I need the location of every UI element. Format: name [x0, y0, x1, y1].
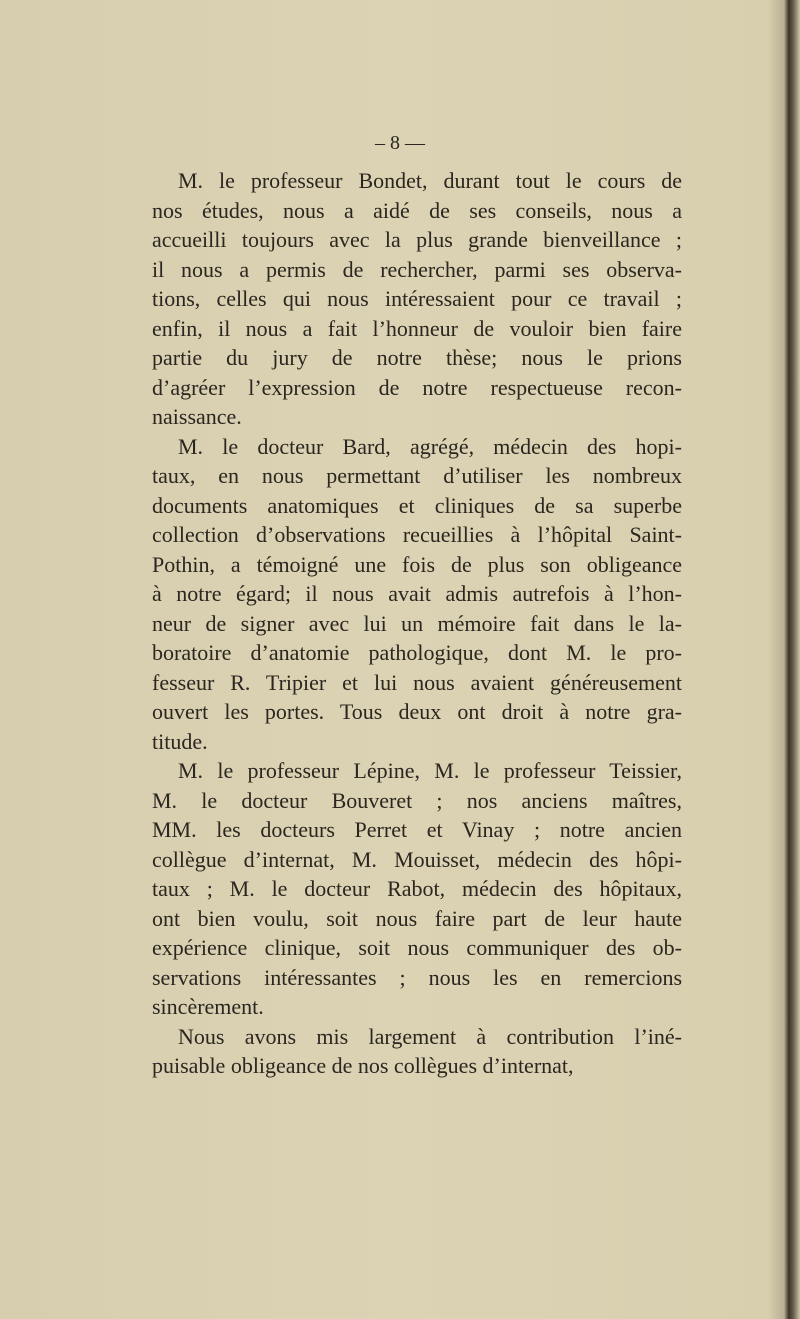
text-line: naissance. — [152, 404, 242, 429]
text-line: taux ; M. le docteur Rabot, médecin des hôpitaux, — [152, 876, 682, 901]
text-line: boratoire d’anatomie pathologique, dont M. le pro- — [152, 640, 682, 665]
text-line: M. le professeur Bondet, durant tout le cours de — [178, 168, 682, 193]
text-line: titude. — [152, 728, 208, 754]
text-line: tions, celles qui nous intéressaient pour ce travail ; — [152, 286, 682, 311]
text-line: servations intéressantes ; nous les en remercions — [152, 964, 682, 990]
text-line: d’agréer l’expression de notre respectueuse recon- — [152, 374, 682, 400]
text-line: nos études, nous a aidé de ses conseils, nous a — [152, 197, 682, 223]
text-line: taux, en nous permettant d’utiliser les nombreux — [152, 463, 682, 488]
paragraph — [152, 756, 682, 1022]
text-line: ont bien voulu, soit nous faire part de leur haute — [152, 905, 682, 931]
body-text — [152, 166, 682, 1081]
text-line: neur de signer avec lui un mémoire fait dans le la- — [152, 610, 682, 636]
text-line: fesseur R. Tripier et lui nous avaient généreusement — [152, 669, 682, 695]
page-number: – 8 — — [375, 132, 425, 154]
text-line: M. le docteur Bouveret ; nos anciens maîtres, — [152, 787, 682, 813]
text-line: à notre égard; il nous avait admis autrefois à l’hon- — [152, 581, 682, 606]
text-line: expérience clinique, soit nous communiquer des ob- — [152, 935, 682, 960]
text-line: enfin, il nous a fait l’honneur de vouloir bien faire — [152, 315, 682, 341]
text-line: accueilli toujours avec la plus grande bienveillance ; — [152, 227, 682, 252]
text-line: M. le docteur Bard, agrégé, médecin des hopi- — [178, 433, 682, 459]
text-line: MM. les docteurs Perret et Vinay ; notre ancien — [152, 817, 682, 842]
text-line: sincèrement. — [152, 994, 264, 1019]
text-line: il nous a permis de rechercher, parmi ses observa- — [152, 256, 682, 282]
text-line: documents anatomiques et cliniques de sa superbe — [152, 492, 682, 518]
paragraph — [152, 1022, 682, 1081]
text-line: puisable obligeance de nos collègues d’internat, — [152, 1053, 574, 1078]
text-line: Nous avons mis largement à contribution l’iné- — [178, 1023, 682, 1049]
text-line: collègue d’internat, M. Mouisset, médecin des hôpi- — [152, 846, 682, 872]
paragraph — [152, 432, 682, 757]
text-line: collection d’observations recueillies à l’hôpital Saint- — [152, 522, 682, 547]
text-line: M. le professeur Lépine, M. le professeur Teissier, — [178, 758, 682, 783]
text-line: partie du jury de notre thèse; nous le prions — [152, 345, 682, 370]
text-line: ouvert les portes. Tous deux ont droit à notre gra- — [152, 699, 682, 724]
text-line: Pothin, a témoigné une fois de plus son obligeance — [152, 551, 682, 577]
paragraph — [152, 166, 682, 432]
